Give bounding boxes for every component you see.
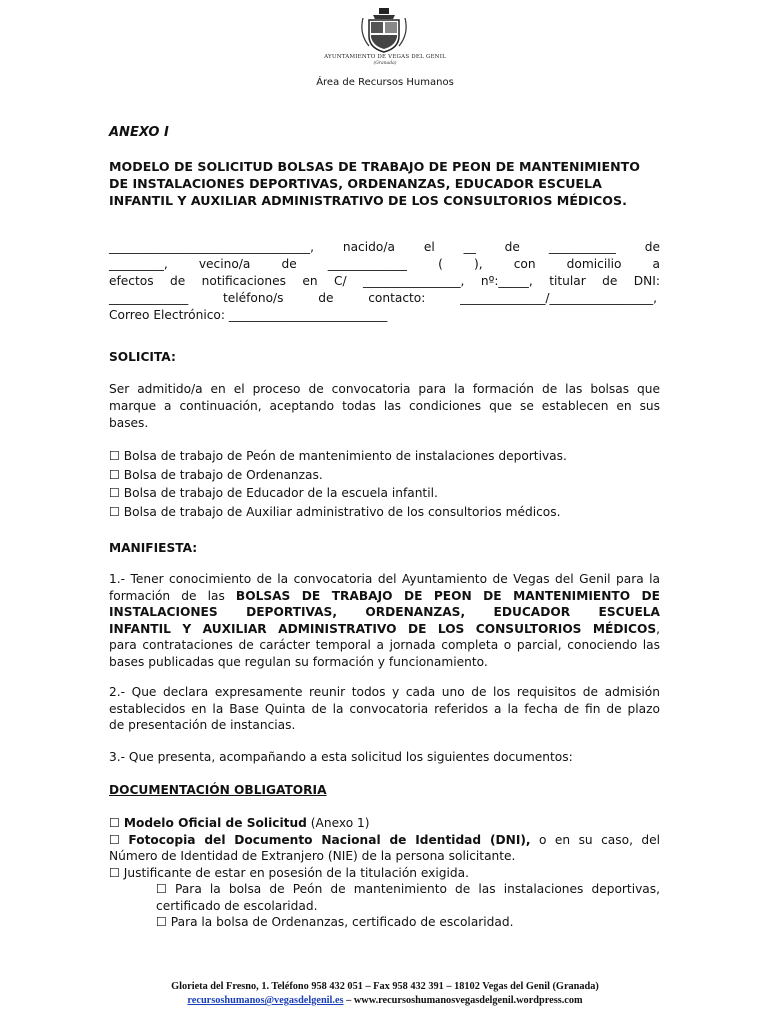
paragraph-line: certificado de escolaridad. [156,898,318,913]
doc-item-titulacion-checkbox[interactable]: ☐ Justificante de estar en posesión de la titulación exigida. [109,865,469,880]
bold-text-span: INFANTIL Y AUXILIAR ADMINISTRATIVO DE LOS CONSULTORIOS MÉDICOS [109,621,657,636]
doc-subitem-ordenanzas-checkbox[interactable]: ☐ Para la bolsa de Ordenanzas, certificado de escolaridad. [156,915,514,929]
bolsa-options-list [109,447,660,522]
text-span: formación de las [109,588,236,603]
documentacion-heading: DOCUMENTACIÓN OBLIGATORIA [109,783,327,797]
manifiesta-paragraph-2 [109,684,660,734]
footer-address: Glorieta del Fresno, 1. Teléfono 958 432 051 – Fax 958 432 391 – 18102 Vegas del Genil (Granada) [171,981,599,992]
solicita-heading: SOLICITA: [109,350,176,364]
annex-title: ANEXO I [109,125,169,140]
documentacion-list [109,815,660,881]
paragraph-line: para contrataciones de carácter temporal a jornada completa o parcial, conociendo las [109,638,660,652]
paragraph-line: establecidos en la Base Quinta de la convocatoria referidos a la fecha de fin de plazo [109,701,660,716]
doc-item-dni-checkbox[interactable] [109,832,660,849]
title-line: INFANTIL Y AUXILIAR ADMINISTRATIVO DE LOS CONSULTORIOS MÉDICOS. [109,193,627,208]
bolsa-option-ordenanzas-checkbox[interactable]: ☐ Bolsa de trabajo de Ordenanzas. [109,467,323,482]
bolsa-option-peon-checkbox[interactable]: ☐ Bolsa de trabajo de Peón de mantenimiento de instalaciones deportivas. [109,449,567,463]
paragraph-line: bases. [109,416,149,430]
organization-province: (Granada) [373,61,397,66]
bold-text-span: Modelo Oficial de Solicitud [123,816,307,830]
footer-contact [0,994,770,1008]
form-line: efectos de notificaciones en C/ ________________, nº:_____, titular de DNI: [109,274,660,288]
paragraph-line: Número de Identidad de Extranjero (NIE) de la persona solicitante. [109,849,516,863]
text-span: (Anexo 1) [306,816,370,830]
doc-item-solicitud-checkbox[interactable] [109,815,660,832]
text-span: o en su caso, del [530,832,661,847]
bold-text-span: BOLSAS DE TRABAJO DE PEON DE MANTENIMIENTO DE [235,588,660,603]
checkbox-icon: ☐ [109,816,120,830]
title-line: MODELO DE SOLICITUD BOLSAS DE TRABAJO DE PEON DE MANTENIMIENTO [109,159,640,174]
paragraph-line: de presentación de instancias. [109,718,296,732]
bolsa-option-educador-checkbox[interactable]: ☐ Bolsa de trabajo de Educador de la escuela infantil. [109,486,438,501]
manifiesta-paragraph-3: 3.- Que presenta, acompañando a esta solicitud los siguientes documentos: [109,750,573,764]
bold-text-span: Fotocopia del Documento Nacional de Identidad (DNI), [128,832,531,847]
doc-subitem-peon-checkbox[interactable]: ☐ Para la bolsa de Peón de mantenimiento de las instalaciones deportivas, [156,882,660,896]
organization-name: AYUNTAMIENTO DE VEGAS DEL GENIL [324,54,446,60]
footer-website: – www.recursoshumanosvegasdelgenil.wordpress.com [343,995,583,1006]
paragraph-line: Ser admitido/a en el proceso de convocatoria para la formación de las bolsas que [109,382,660,396]
manifiesta-heading: MANIFIESTA: [109,541,198,555]
checkbox-icon: ☐ [109,832,120,847]
paragraph-line: 2.- Que declara expresamente reunir todos y cada uno de los requisitos de admisión [109,685,660,699]
paragraph-line: 1.- Tener conocimiento de la convocatoria del Ayuntamiento de Vegas del Genil para la [109,572,660,586]
text-span: , [656,621,660,636]
form-line: _________________________________, nacido/a el __ de ___________ de [109,240,660,254]
applicant-data-block [109,239,660,324]
solicita-intro [109,381,660,432]
paragraph-line [109,588,660,605]
titulacion-sublist [156,881,660,931]
title-line: DE INSTALACIONES DEPORTIVAS, ORDENANZAS, EDUCADOR ESCUELA [109,176,602,191]
form-line: Correo Electrónico: __________________________ [109,308,388,322]
manifiesta-paragraph-1 [109,571,660,670]
form-line: _________, vecino/a de _____________ ( ), con domicilio a [109,257,660,271]
paragraph-line [109,621,660,638]
coat-of-arms-logo [355,6,413,54]
paragraph-line: bases publicadas que regulan su formación y funcionamiento. [109,654,488,669]
paragraph-line: marque a continuación, aceptando todas las condiciones que se establecen en sus [109,399,660,413]
form-line: _____________ teléfono/s de contacto: ______________/_________________, [109,291,657,305]
department-header: Área de Recursos Humanos [316,77,454,88]
document-title [109,158,660,209]
paragraph-line: INSTALACIONES DEPORTIVAS, ORDENANZAS, EDUCADOR ESCUELA [109,605,660,619]
bolsa-option-auxiliar-checkbox[interactable]: ☐ Bolsa de trabajo de Auxiliar administrativo de los consultorios médicos. [109,505,561,520]
footer-email-link[interactable]: recursoshumanos@vegasdelgenil.es [187,995,344,1006]
